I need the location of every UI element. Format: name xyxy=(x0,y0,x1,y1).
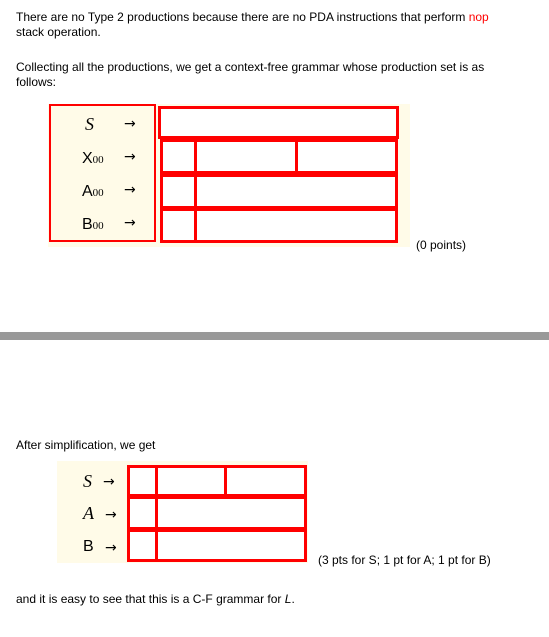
arrow-icon: → xyxy=(103,474,115,490)
arrow-icon: → xyxy=(124,215,136,231)
production-lhs-a00: A00 xyxy=(82,183,104,200)
answer-cell-x00-2[interactable] xyxy=(194,139,298,174)
para1-text: There are no Type 2 productions because there are no PDA instructions that perform xyxy=(16,10,469,24)
simplified-cell-s-2[interactable] xyxy=(155,465,227,497)
language-var: L xyxy=(284,592,292,606)
paragraph-no-type2 xyxy=(16,10,489,40)
simplified-lhs-b: B xyxy=(83,538,94,555)
after-simplification-text: After simplification, we get xyxy=(16,438,156,452)
answer-cell-b00-2[interactable] xyxy=(194,208,398,243)
points-note-2: (3 pts for S; 1 pt for A; 1 pt for B) xyxy=(318,553,491,567)
arrow-icon: → xyxy=(105,540,117,556)
simplified-cell-a-1[interactable] xyxy=(127,496,158,530)
simplified-lhs-s: S xyxy=(83,471,92,491)
arrow-icon: → xyxy=(124,116,136,132)
answer-cell-a00-2[interactable] xyxy=(194,174,398,209)
section-divider xyxy=(0,332,549,340)
production-lhs-s: S xyxy=(85,114,94,134)
answer-cell-b00-1[interactable] xyxy=(160,208,197,243)
simplified-cell-b-1[interactable] xyxy=(127,529,158,562)
paragraph-collecting xyxy=(16,60,484,90)
answer-cell-a00-1[interactable] xyxy=(160,174,197,209)
answer-cell-s[interactable] xyxy=(158,106,399,139)
points-note-1: (0 points) xyxy=(416,238,467,252)
nop-keyword: nop xyxy=(468,10,489,24)
simplified-cell-a-2[interactable] xyxy=(155,496,307,530)
para2-line2: follows: xyxy=(16,75,57,89)
answer-cell-x00-3[interactable] xyxy=(295,139,398,174)
simplified-cell-s-1[interactable] xyxy=(127,465,158,497)
simplified-cell-s-3[interactable] xyxy=(224,465,307,497)
arrow-icon: → xyxy=(124,182,136,198)
simplified-cell-b-2[interactable] xyxy=(155,529,307,562)
arrow-icon: → xyxy=(124,149,136,165)
production-lhs-b00: B00 xyxy=(82,216,104,233)
simplified-lhs-a: A xyxy=(83,503,94,523)
answer-cell-x00-1[interactable] xyxy=(160,139,197,174)
para1-suffix: stack operation. xyxy=(16,25,101,39)
para2-line1: Collecting all the productions, we get a context-free grammar whose production set is as xyxy=(16,60,485,74)
arrow-icon: → xyxy=(105,507,117,523)
conclusion-text: and it is easy to see that this is a C-F grammar for L. xyxy=(16,592,295,606)
production-lhs-x00: X00 xyxy=(82,150,104,167)
